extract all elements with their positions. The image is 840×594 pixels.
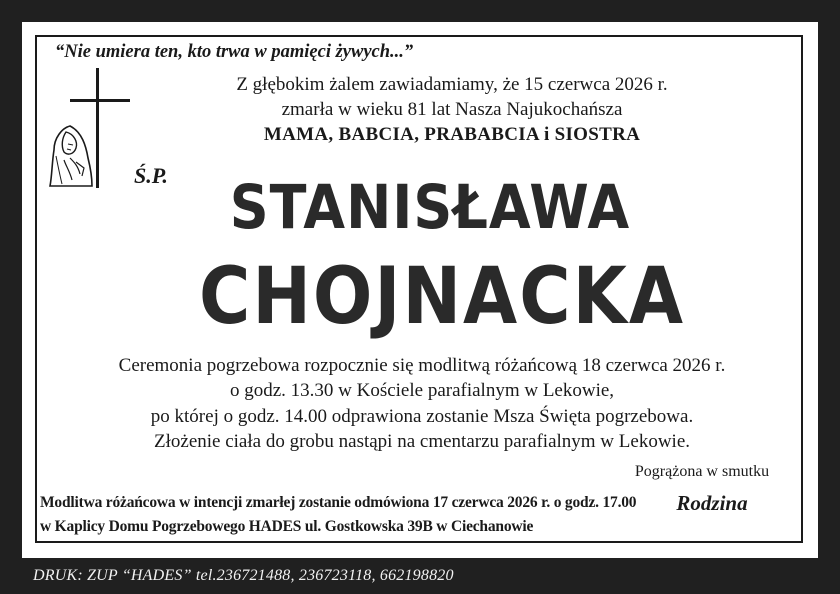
ceremony-line-2: o godz. 13.30 w Kościele parafialnym w Lekowie, [229, 380, 615, 401]
sp-label: Ś.P. [134, 163, 168, 188]
family-signature: Rodzina [676, 491, 748, 515]
rosary-prayer-line-2: w Kaplicy Domu Pogrzebowego HADES ul. Gostkowska 39B w Ciechanowie [40, 518, 534, 535]
printer-footer: DRUK: ZUP “HADES” tel.236721488, 236723118, 662198820 [33, 567, 454, 584]
rosary-prayer-line-1: Modlitwa różańcowa w intencji zmarłej zostanie odmówiona 17 czerwca 2026 r. o godz. 17.00 [40, 494, 637, 511]
cross-with-praying-figure-icon [40, 66, 135, 191]
deceased-last-name: CHOJNACKA [198, 250, 686, 342]
family-roles: MAMA, BABCIA, PRABABCIA i SIOSTRA [263, 124, 641, 145]
obituary-notice [22, 22, 818, 558]
deceased-first-name: STANISŁAWA [229, 172, 631, 243]
mourning-label: Pogrążona w smutku [634, 463, 770, 480]
announcement-line-2: zmarła w wieku 81 lat Nasza Najukochańsza [281, 99, 623, 120]
announcement-line-1: Z głębokim żalem zawiadamiamy, że 15 czerwca 2026 r. [236, 74, 668, 95]
ceremony-line-4: Złożenie ciała do grobu nastąpi na cmentarzu parafialnym w Lekowie. [154, 431, 690, 452]
motto: “Nie umiera ten, kto trwa w pamięci żywych...” [55, 42, 414, 62]
ceremony-line-1: Ceremonia pogrzebowa rozpocznie się modlitwą różańcową 18 czerwca 2026 r. [118, 355, 726, 376]
ceremony-line-3: po której o godz. 14.00 odprawiona zostanie Msza Święta pogrzebowa. [150, 406, 694, 427]
